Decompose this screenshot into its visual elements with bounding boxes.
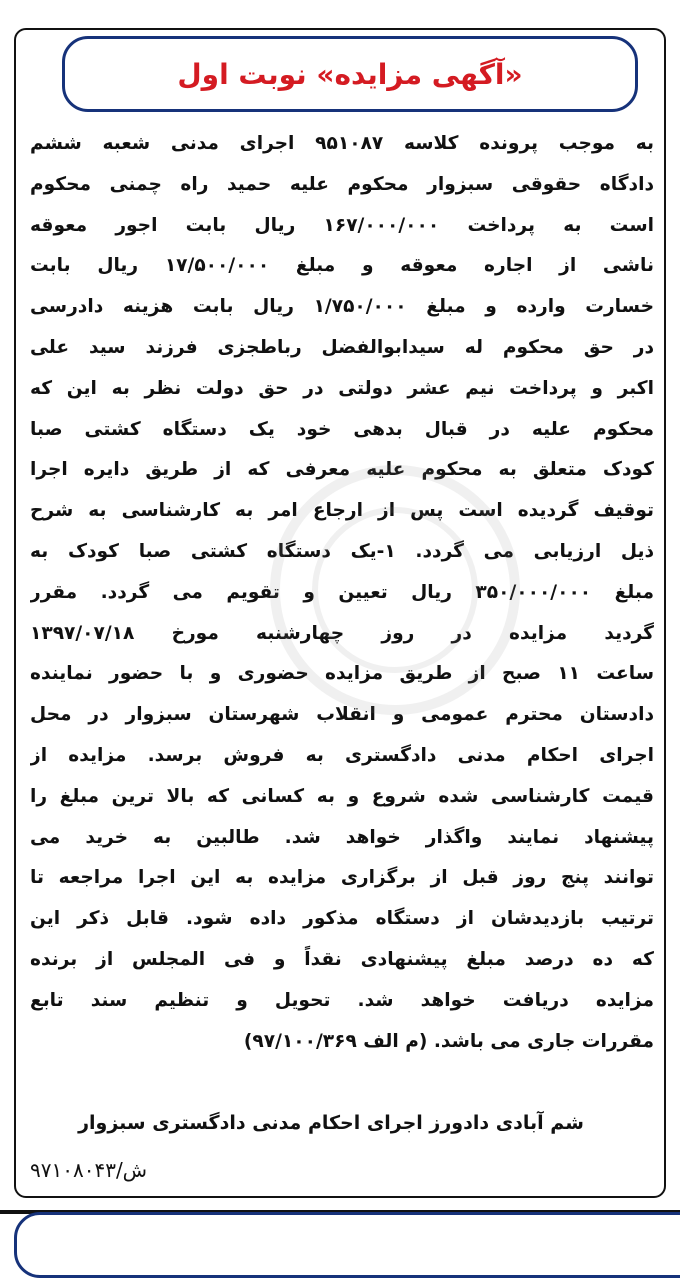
body-line: مزایده دریافت خواهد شد. تحویل و تنظیم سند تابع bbox=[30, 989, 654, 1011]
body-line: در حق محکوم له سیدابوالفضل رباطجزی فرزند سید علی bbox=[30, 336, 654, 358]
notice-signature: شم آبادی دادورز اجرای احکام مدنی دادگستری سبزوار bbox=[78, 1112, 584, 1134]
body-line: اجرای احکام مدنی دادگستری به فروش برسد. مزایده از bbox=[30, 744, 654, 766]
body-line: دادگاه حقوقی سبزوار محکوم علیه حمید راه چمنی محکوم bbox=[30, 173, 654, 195]
body-line: قیمت کارشناسی شده شروع و به کسانی که بالا ترین مبلغ را bbox=[30, 785, 654, 807]
body-line: ترتیب بازدیدشان از دستگاه مذکور داده شود. قابل ذکر این bbox=[30, 908, 654, 930]
notice-reference-number: ش/۹۷۱۰۸۰۴۳ bbox=[30, 1158, 148, 1182]
body-line: ناشی از اجاره معوقه و مبلغ ۱۷/۵۰۰/۰۰۰ ریال بابت bbox=[30, 255, 654, 277]
body-line: توقیف گردیده است پس از ارجاع امر به کارشناسی به شرح bbox=[30, 500, 654, 522]
body-line: ساعت ۱۱ صبح از طریق مزایده حضوری و با حضور نماینده bbox=[30, 663, 654, 685]
body-line: گردید مزایده در روز چهارشنبه مورخ ۱۳۹۷/۰۷/۱۸ bbox=[30, 622, 654, 644]
body-line: پیشنهاد نمایند واگذار خواهد شد. طالبین به خرید می bbox=[30, 826, 654, 848]
notice-title-box bbox=[62, 36, 638, 112]
body-line: کودک متعلق به محکوم علیه معرفی که از طریق دایره اجرا bbox=[30, 459, 654, 481]
next-notice-title-box bbox=[14, 1212, 680, 1278]
body-line: به موجب پرونده کلاسه ۹۵۱۰۸۷ اجرای مدنی شعبه ششم bbox=[30, 133, 654, 154]
body-line: اکبر و پرداخت نیم عشر دولتی در حق دولت نظر به این که bbox=[30, 377, 654, 399]
body-line: مقررات جاری می باشد. (م الف ۹۷/۱۰۰/۳۶۹) bbox=[243, 1030, 654, 1052]
body-line: محکوم علیه در قبال بدهی خود یک دستگاه کشتی صبا bbox=[30, 418, 654, 440]
body-line: ذیل ارزیابی می گردد. ۱-یک دستگاه کشتی صبا کودک به bbox=[30, 540, 654, 562]
body-line: خسارت وارده و مبلغ ۱/۷۵۰/۰۰۰ ریال بابت هزینه دادرسی bbox=[30, 296, 654, 318]
body-line: توانند پنج روز قبل از برگزاری مزایده به این اجرا مراجعه تا bbox=[30, 867, 654, 889]
body-line: دادستان محترم عمومی و انقلاب شهرستان سبزوار در محل bbox=[30, 704, 654, 726]
body-line: مبلغ ۳۵۰/۰۰۰/۰۰۰ ریال تعیین و تقویم می گردد. مقرر bbox=[30, 581, 654, 603]
body-line: که ده درصد مبلغ پیشنهادی نقداً و فی المجلس از برنده bbox=[30, 948, 654, 970]
notice-title: «آگهی مزایده» نوبت اول bbox=[177, 57, 523, 91]
body-line: است به پرداخت ۱۶۷/۰۰۰/۰۰۰ ریال بابت اجور معوقه bbox=[30, 214, 654, 236]
notice-body bbox=[30, 124, 654, 1062]
